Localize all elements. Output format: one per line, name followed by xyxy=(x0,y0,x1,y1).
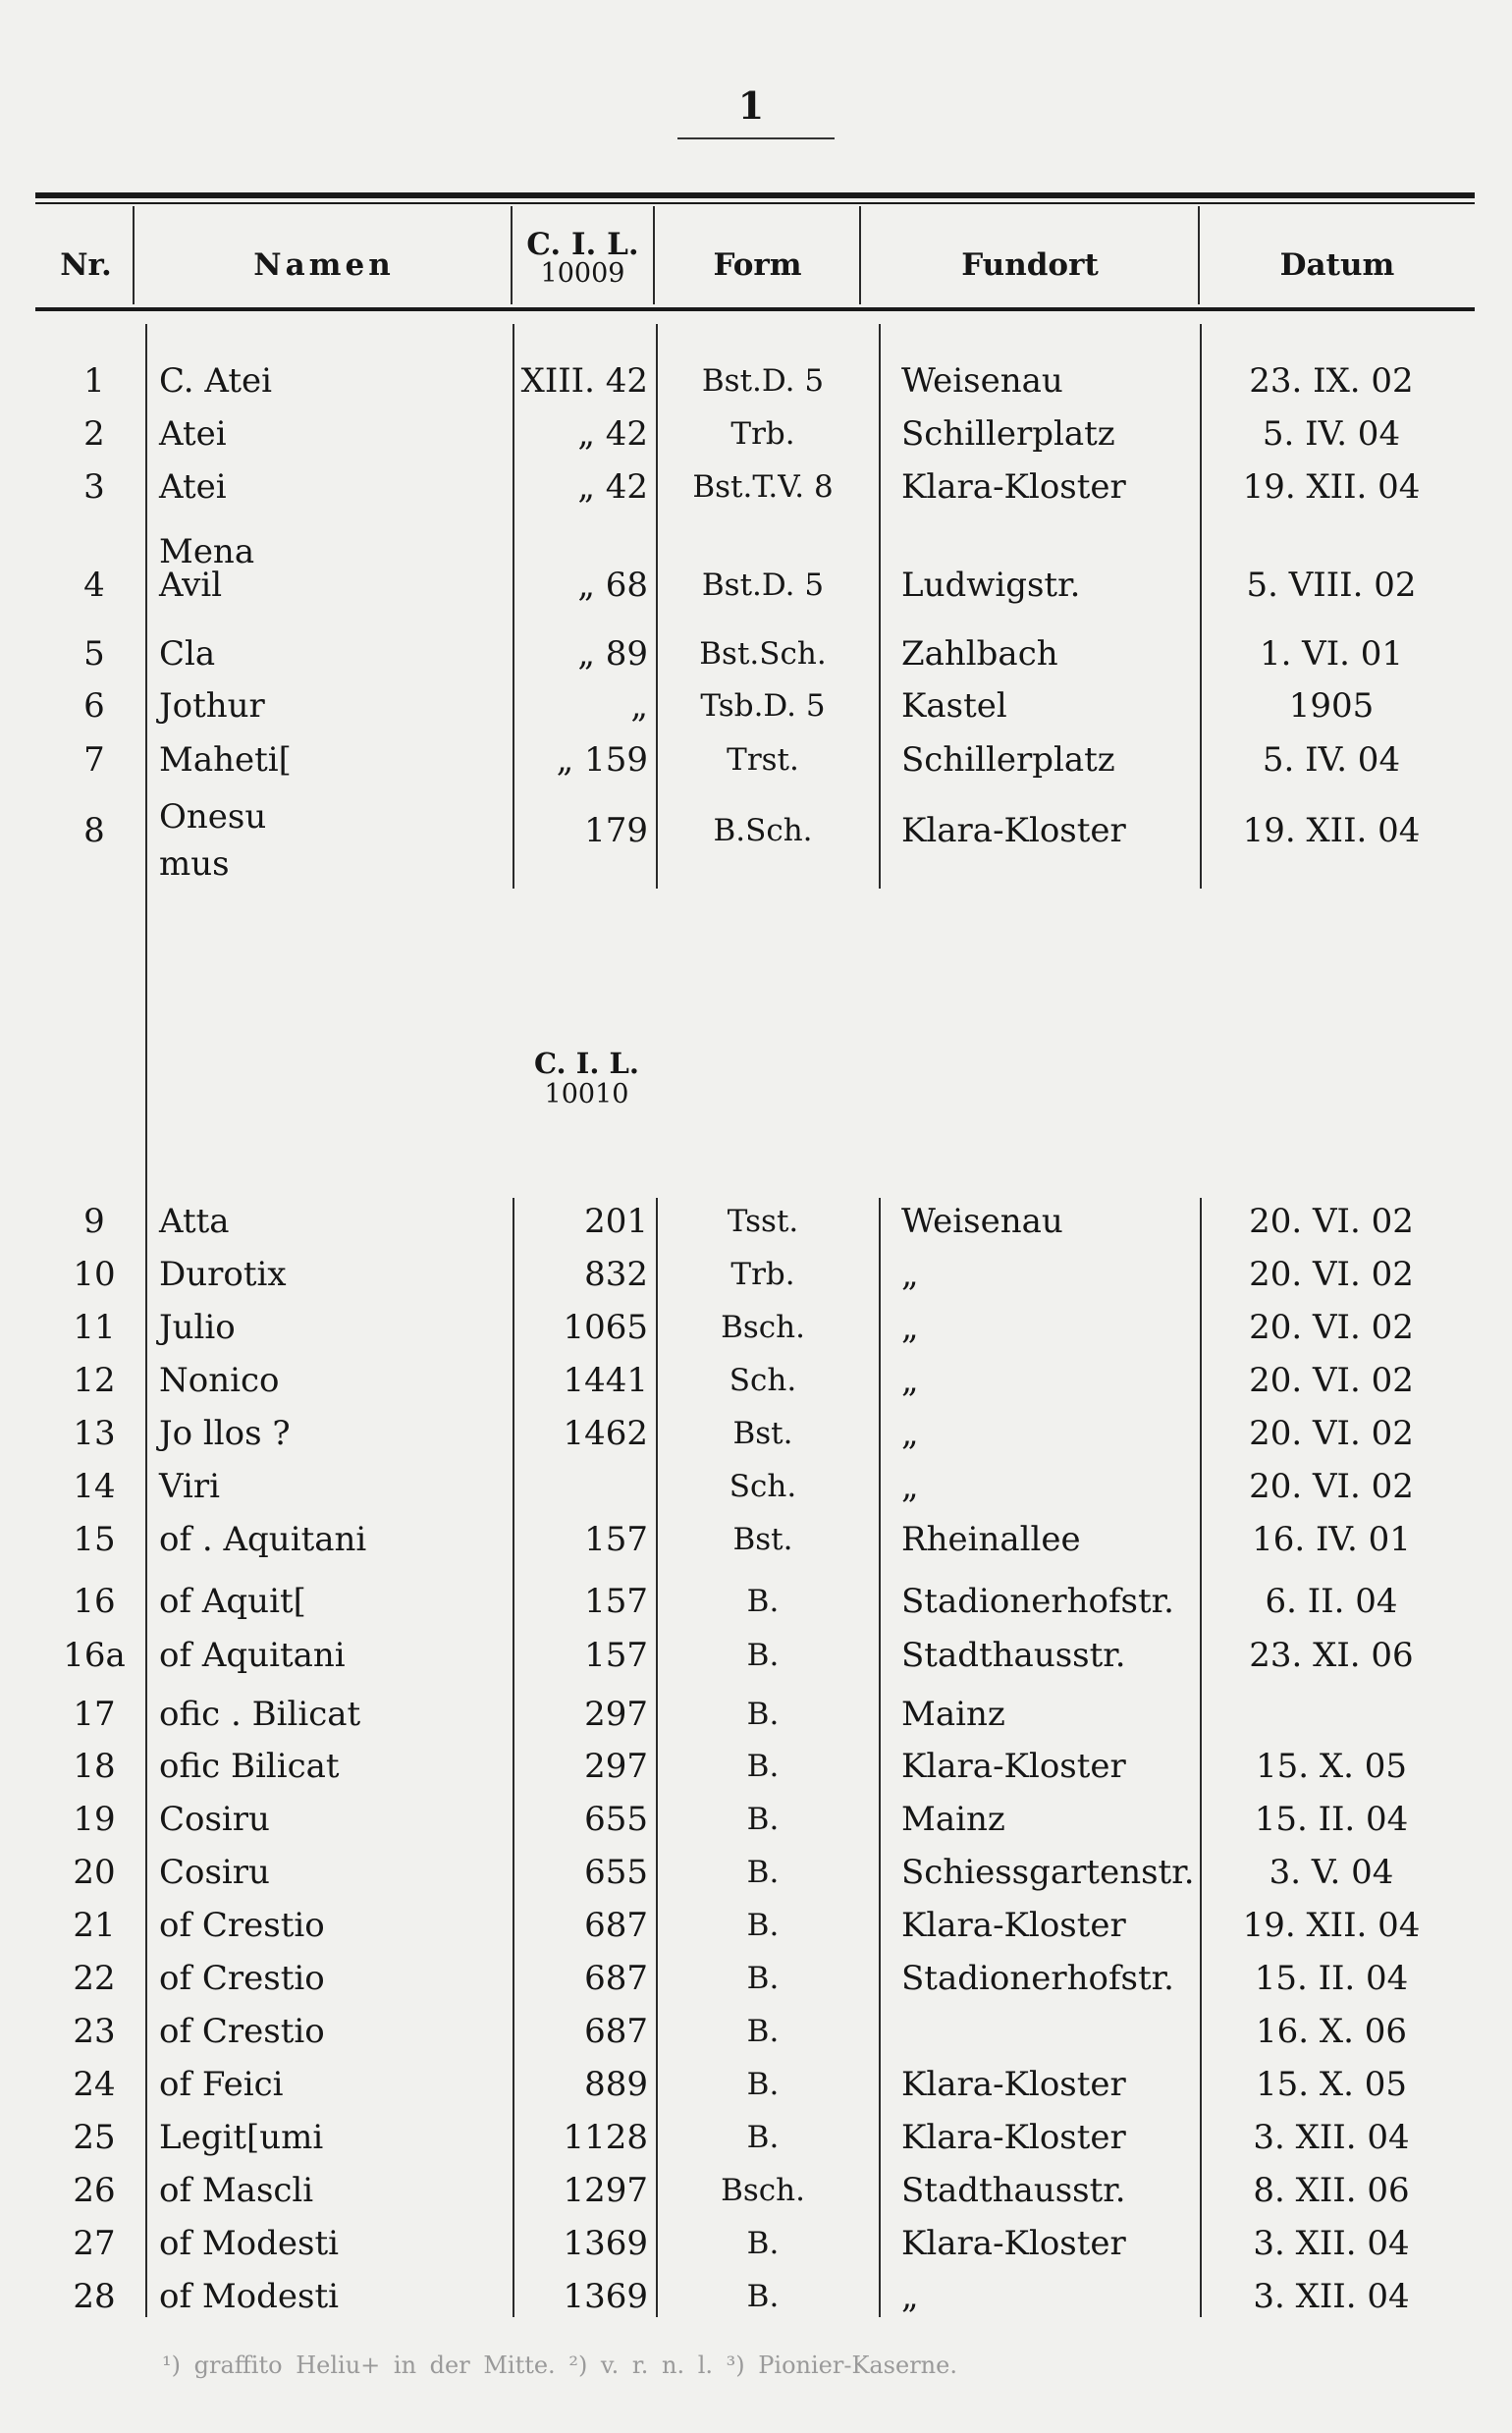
row-form: Tsst. xyxy=(727,1204,799,1239)
row-name: Jo llos ? xyxy=(159,1414,291,1453)
row-name: Maheti[ xyxy=(159,740,292,780)
row-form: Bst. xyxy=(732,1416,793,1451)
row-form: Sch. xyxy=(729,1469,797,1504)
table-row xyxy=(0,2165,1512,2216)
row-form: B. xyxy=(746,1584,780,1619)
row-name: Atta xyxy=(159,1202,230,1241)
table-row xyxy=(0,1630,1512,1681)
row-name: Cla xyxy=(159,634,216,674)
row-fundort: „ xyxy=(901,1467,919,1506)
table-row xyxy=(0,1689,1512,1740)
row-number: 16 xyxy=(73,1582,116,1621)
table-row xyxy=(0,1576,1512,1627)
row-fundort: Ludwigstr. xyxy=(901,566,1081,605)
row-name: Durotix xyxy=(159,1255,287,1294)
header-cil-title: C. I. L. xyxy=(526,226,639,262)
row-cil: 157 xyxy=(584,1636,648,1675)
row-datum: 19. XII. 04 xyxy=(1242,467,1421,507)
table-row xyxy=(0,1249,1512,1300)
page-number-rule xyxy=(677,137,835,139)
row-datum: 20. VI. 02 xyxy=(1249,1202,1414,1241)
row-datum: 3. XII. 04 xyxy=(1253,2118,1410,2157)
row-name: Avil xyxy=(159,566,223,605)
row-name: Viri xyxy=(159,1467,220,1506)
header-cil-number: 10009 xyxy=(540,258,625,290)
column-divider xyxy=(859,206,861,304)
row-cil: XIII. 42 xyxy=(520,361,648,401)
row-number: 1 xyxy=(83,361,105,401)
row-datum: 15. X. 05 xyxy=(1256,1747,1407,1786)
row-fundort: Stadionerhofstr. xyxy=(901,1582,1174,1621)
row-name: Julio xyxy=(159,1308,236,1347)
row-number: 2 xyxy=(83,414,105,454)
row-datum: 5. VIII. 02 xyxy=(1246,566,1417,605)
row-fundort: „ xyxy=(901,1308,919,1347)
table-row xyxy=(0,797,1512,884)
table-top-rule-thin xyxy=(35,202,1475,204)
row-number: 19 xyxy=(73,1800,116,1839)
row-fundort: Klara-Kloster xyxy=(901,2065,1126,2104)
row-cil: 157 xyxy=(584,1520,648,1559)
row-number: 11 xyxy=(73,1308,116,1347)
row-cil: „ 89 xyxy=(577,634,648,674)
table-row xyxy=(0,1514,1512,1565)
row-form: Bsch. xyxy=(721,1310,805,1345)
row-datum: 20. VI. 02 xyxy=(1249,1361,1414,1400)
row-form: Bst. xyxy=(732,1522,793,1557)
row-datum: 15. II. 04 xyxy=(1254,1800,1409,1839)
row-datum: 5. IV. 04 xyxy=(1262,414,1401,454)
page-number: 1 xyxy=(737,83,765,128)
header-datum: Datum xyxy=(1279,247,1395,283)
row-datum: 20. VI. 02 xyxy=(1249,1414,1414,1453)
row-number: 24 xyxy=(73,2065,116,2104)
row-number: 9 xyxy=(83,1202,105,1241)
row-number: 27 xyxy=(73,2224,116,2263)
row-cil: 687 xyxy=(584,2012,648,2051)
row-name: Atei xyxy=(159,414,227,454)
row-form: Tsb.D. 5 xyxy=(700,688,826,724)
row-form: B.Sch. xyxy=(713,813,813,848)
row-name: Onesu mus xyxy=(159,797,267,884)
row-number: 21 xyxy=(73,1906,116,1945)
row-number: 10 xyxy=(73,1255,116,1294)
row-form: Trst. xyxy=(727,742,799,778)
row-number: 5 xyxy=(83,634,105,674)
row-cil: 832 xyxy=(584,1255,648,1294)
row-cil: „ 68 xyxy=(577,566,648,605)
row-number: 23 xyxy=(73,2012,116,2051)
table-row xyxy=(0,355,1512,406)
row-fundort: Stadthausstr. xyxy=(901,1636,1126,1675)
row-fundort: Schillerplatz xyxy=(901,740,1115,780)
row-fundort: Klara-Kloster xyxy=(901,2118,1126,2157)
row-name: of Crestio xyxy=(159,1959,325,1998)
header-namen: Namen xyxy=(253,247,395,283)
footnote: ¹) graffito Heliu+ in der Mitte. ²) v. r. n. l. ³) Pionier-Kaserne. xyxy=(162,2352,957,2379)
column-divider xyxy=(133,206,135,304)
row-form: B. xyxy=(746,2120,780,2155)
table-row xyxy=(0,2059,1512,2110)
row-name: of Feici xyxy=(159,2065,284,2104)
column-divider xyxy=(653,206,655,304)
row-number: 26 xyxy=(73,2171,116,2210)
row-cil: 297 xyxy=(584,1695,648,1734)
row-datum: 3. XII. 04 xyxy=(1253,2224,1410,2263)
row-cil: 1441 xyxy=(563,1361,648,1400)
row-fundort: „ xyxy=(901,1255,919,1294)
table-row xyxy=(0,628,1512,679)
row-form: B. xyxy=(746,2014,780,2049)
row-form: B. xyxy=(746,1697,780,1732)
row-datum: 23. XI. 06 xyxy=(1249,1636,1414,1675)
row-number: 12 xyxy=(73,1361,116,1400)
row-datum: 3. XII. 04 xyxy=(1253,2277,1410,2316)
table-row xyxy=(0,461,1512,513)
row-fundort: Klara-Kloster xyxy=(901,1906,1126,1945)
row-cil: 1369 xyxy=(563,2277,648,2316)
table-row xyxy=(0,1461,1512,1512)
row-name: Nonico xyxy=(159,1361,280,1400)
row-form: Bst.T.V. 8 xyxy=(692,469,834,505)
row-cil: 297 xyxy=(584,1747,648,1786)
row-datum: 19. XII. 04 xyxy=(1242,811,1421,850)
table-row xyxy=(0,1847,1512,1898)
row-form: B. xyxy=(746,2067,780,2102)
row-cil: 655 xyxy=(584,1800,648,1839)
row-cil: 1128 xyxy=(563,2118,648,2157)
table-row xyxy=(0,680,1512,731)
row-fundort: Zahlbach xyxy=(901,634,1058,674)
row-number: 6 xyxy=(83,686,105,726)
row-cil: „ 159 xyxy=(556,740,648,780)
row-number: 13 xyxy=(73,1414,116,1453)
row-datum: 15. X. 05 xyxy=(1256,2065,1407,2104)
row-cil: „ 42 xyxy=(577,414,648,454)
table-row xyxy=(0,2271,1512,2322)
row-cil: 1297 xyxy=(563,2171,648,2210)
row-name: of Aquitani xyxy=(159,1636,346,1675)
row-form: Trb. xyxy=(730,1257,795,1292)
row-fundort: Klara-Kloster xyxy=(901,811,1126,850)
row-name: Atei xyxy=(159,467,227,507)
row-number: 3 xyxy=(83,467,105,507)
table-row xyxy=(0,2112,1512,2163)
row-fundort: Rheinallee xyxy=(901,1520,1081,1559)
row-name: Jothur xyxy=(159,686,265,726)
row-fundort: „ xyxy=(901,1361,919,1400)
row-fundort: „ xyxy=(901,2277,919,2316)
row-name: of Modesti xyxy=(159,2277,340,2316)
row-fundort: Klara-Kloster xyxy=(901,2224,1126,2263)
row-form: B. xyxy=(746,1908,780,1943)
table-row xyxy=(0,734,1512,785)
row-number: 15 xyxy=(73,1520,116,1559)
row-datum: 5. IV. 04 xyxy=(1262,740,1401,780)
row-number: 7 xyxy=(83,740,105,780)
table-row xyxy=(0,1196,1512,1247)
cil-subheading-title: C. I. L. xyxy=(533,1047,639,1080)
row-cil: 179 xyxy=(584,811,648,850)
table-row xyxy=(0,1953,1512,2004)
row-fundort: Kastel xyxy=(901,686,1007,726)
row-fundort: Weisenau xyxy=(901,1202,1063,1241)
row-form: B. xyxy=(746,1802,780,1837)
row-form: Bst.Sch. xyxy=(699,636,827,672)
table-row xyxy=(0,408,1512,460)
row-form: B. xyxy=(746,1961,780,1996)
row-name: of Mascli xyxy=(159,2171,314,2210)
row-form: Bst.D. 5 xyxy=(701,568,825,603)
row-form: B. xyxy=(746,1749,780,1784)
row-name: ofic . Bilicat xyxy=(159,1695,361,1734)
row-fundort: Mainz xyxy=(901,1800,1005,1839)
row-name: ofic Bilicat xyxy=(159,1747,340,1786)
row-form: Trb. xyxy=(730,416,795,452)
row-number: 28 xyxy=(73,2277,116,2316)
row-datum: 1. VI. 01 xyxy=(1259,634,1404,674)
header-nr: Nr. xyxy=(60,247,112,283)
table-row xyxy=(0,1302,1512,1353)
row-fundort: Klara-Kloster xyxy=(901,1747,1126,1786)
row-number: 18 xyxy=(73,1747,116,1786)
row-cil: „ xyxy=(630,686,648,726)
row-form: B. xyxy=(746,1638,780,1673)
row-datum: 20. VI. 02 xyxy=(1249,1308,1414,1347)
row-fundort: Stadthausstr. xyxy=(901,2171,1126,2210)
table-row xyxy=(0,1741,1512,1792)
row-fundort: Schillerplatz xyxy=(901,414,1115,454)
row-cil: 157 xyxy=(584,1582,648,1621)
row-name: Cosiru xyxy=(159,1853,270,1892)
row-name: of Modesti xyxy=(159,2224,340,2263)
row-number: 8 xyxy=(83,811,105,850)
row-name: of Crestio xyxy=(159,2012,325,2051)
row-cil: 1369 xyxy=(563,2224,648,2263)
row-name: of Crestio xyxy=(159,1906,325,1945)
header-fundort: Fundort xyxy=(961,247,1099,283)
row-number: 14 xyxy=(73,1467,116,1506)
row-number: 20 xyxy=(73,1853,116,1892)
header-bottom-rule xyxy=(35,307,1475,311)
row-name: Cosiru xyxy=(159,1800,270,1839)
row-number: 16a xyxy=(63,1636,126,1675)
row-form: B. xyxy=(746,1855,780,1890)
table-row xyxy=(0,2218,1512,2269)
row-fundort: Stadionerhofstr. xyxy=(901,1959,1174,1998)
row-fundort: „ xyxy=(901,1414,919,1453)
table-row xyxy=(0,1794,1512,1845)
row-datum: 16. X. 06 xyxy=(1256,2012,1407,2051)
row-fundort: Weisenau xyxy=(901,361,1063,401)
row-datum: 20. VI. 02 xyxy=(1249,1255,1414,1294)
row-cil: 1462 xyxy=(563,1414,648,1453)
table-top-rule xyxy=(35,192,1475,198)
row-name: Legit[umi xyxy=(159,2118,324,2157)
row-form: Bsch. xyxy=(721,2173,805,2208)
row-datum: 8. XII. 06 xyxy=(1253,2171,1410,2210)
header-form: Form xyxy=(713,247,802,283)
row-datum: 6. II. 04 xyxy=(1265,1582,1398,1621)
row-number: 17 xyxy=(73,1695,116,1734)
row-name: of . Aquitani xyxy=(159,1520,367,1559)
table-row xyxy=(0,1408,1512,1459)
row-form: B. xyxy=(746,2279,780,2314)
row-fundort: Klara-Kloster xyxy=(901,467,1126,507)
row-cil: 1065 xyxy=(563,1308,648,1347)
row-cil: 687 xyxy=(584,1959,648,1998)
row-fundort: Schiessgartenstr. xyxy=(901,1853,1195,1892)
row-name: of Aquit[ xyxy=(159,1582,306,1621)
row-name: C. Atei xyxy=(159,361,273,401)
row-datum: 20. VI. 02 xyxy=(1249,1467,1414,1506)
row-datum: 16. IV. 01 xyxy=(1252,1520,1411,1559)
row-number: 25 xyxy=(73,2118,116,2157)
row-form: Bst.D. 5 xyxy=(701,363,825,399)
cil-subheading xyxy=(515,1049,658,1109)
row-cil: 687 xyxy=(584,1906,648,1945)
cil-subheading-number: 10010 xyxy=(544,1078,629,1109)
row-number: 22 xyxy=(73,1959,116,1998)
row-datum: 1905 xyxy=(1288,686,1375,726)
table-row xyxy=(0,1900,1512,1951)
table-row xyxy=(0,560,1512,611)
row-cil: 655 xyxy=(584,1853,648,1892)
table-row xyxy=(0,1355,1512,1406)
row-datum: 19. XII. 04 xyxy=(1242,1906,1421,1945)
row-fundort: Mainz xyxy=(901,1695,1005,1734)
row-number: 4 xyxy=(83,566,105,605)
row-name: Mena xyxy=(159,532,255,571)
row-datum: 15. II. 04 xyxy=(1254,1959,1409,1998)
row-cil: 889 xyxy=(584,2065,648,2104)
row-form: B. xyxy=(746,2226,780,2261)
row-datum: 3. V. 04 xyxy=(1269,1853,1394,1892)
row-cil: „ 42 xyxy=(577,467,648,507)
row-cil: 201 xyxy=(584,1202,648,1241)
row-datum: 23. IX. 02 xyxy=(1249,361,1414,401)
header-cil xyxy=(513,224,653,293)
table-row xyxy=(0,2006,1512,2057)
row-form: Sch. xyxy=(729,1363,797,1398)
